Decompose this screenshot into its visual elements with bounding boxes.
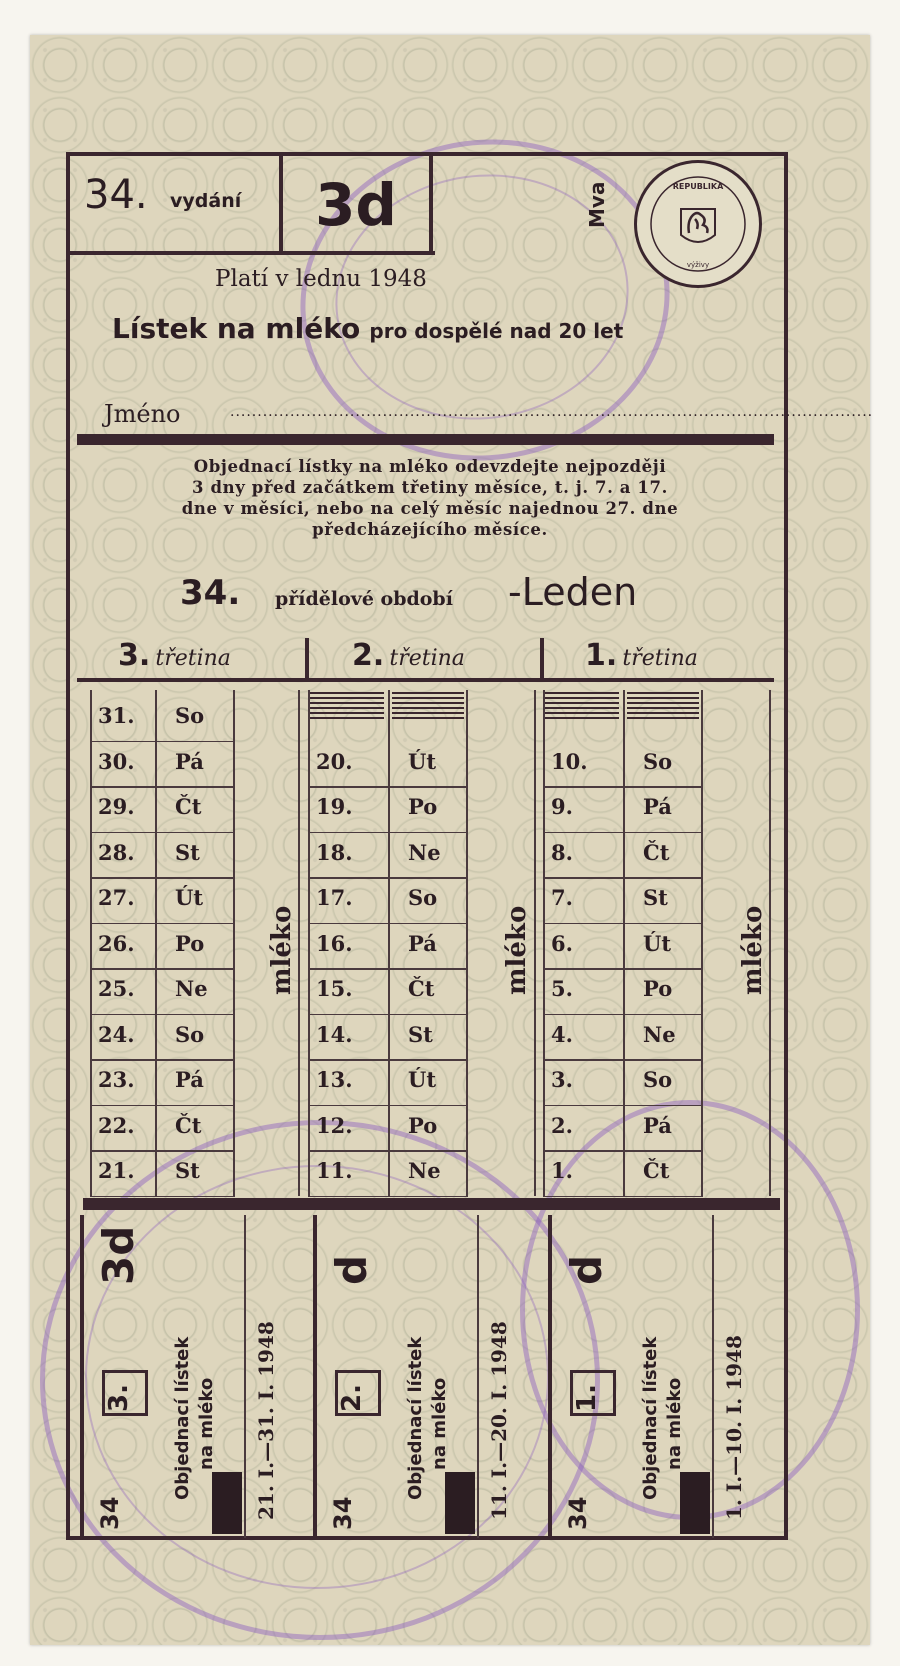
coupon-period: 34: [96, 1496, 124, 1530]
issuer-abbr: Mva: [585, 181, 609, 228]
weekday: St: [408, 1021, 433, 1047]
grid-hline: [308, 1105, 468, 1107]
grid-hline: [543, 1105, 703, 1107]
weekday: Út: [408, 748, 437, 774]
day-number: 15.: [316, 976, 353, 1001]
day-number: 13.: [316, 1067, 353, 1092]
day-number: 31.: [98, 703, 135, 728]
coupon-period: 34: [564, 1496, 592, 1530]
grid-hline: [90, 786, 235, 788]
third-number: 1.: [585, 638, 618, 673]
weekday: Čt: [175, 794, 202, 819]
coupon-code: 3d: [94, 1225, 143, 1285]
third-label: třetina: [622, 646, 698, 671]
weekday: Pá: [175, 748, 204, 774]
instruction-line: dne v měsíci, nebo na celý měsíc najednou 27. dne: [181, 499, 679, 518]
weekday: So: [643, 748, 673, 774]
day-number: 29.: [98, 794, 135, 819]
edition-label: vydání: [170, 190, 242, 212]
day-number: 23.: [98, 1067, 135, 1092]
coupon-period: 34: [329, 1496, 357, 1530]
coupon-code: d: [327, 1254, 376, 1285]
day-number: 20.: [316, 748, 353, 774]
third-number: 3.: [118, 638, 151, 673]
day-number: 1.: [551, 1158, 573, 1183]
weekday: St: [175, 839, 200, 865]
period-number: 34.: [180, 573, 241, 613]
name-label: Jméno: [104, 400, 181, 428]
instruction-line: Objednací lístky na mléko odevzdejte nejpozději: [193, 457, 667, 476]
day-number: 27.: [98, 885, 135, 910]
coupon-dates: 1. I.—10. I. 1948: [722, 1335, 746, 1520]
weekday: Pá: [643, 794, 672, 819]
day-number: 6.: [551, 930, 573, 956]
day-number: 7.: [551, 885, 573, 910]
weekday: Pá: [408, 930, 437, 956]
hatched-header: [310, 692, 384, 720]
day-number: 9.: [551, 794, 573, 819]
coupon-number: 1.: [572, 1384, 602, 1412]
weekday: Ne: [175, 976, 208, 1001]
weekday: Čt: [643, 1158, 670, 1183]
coupon-black-mark: [212, 1472, 242, 1534]
grid-hline: [308, 1150, 468, 1152]
coupon-number: 3.: [104, 1384, 134, 1412]
grid-vline: [298, 690, 300, 1196]
day-number: 19.: [316, 794, 353, 819]
weekday: Út: [175, 885, 204, 910]
card-title-sub: pro dospělé nad 20 let: [369, 319, 624, 343]
weekday: Po: [175, 930, 205, 956]
grid-vline: [701, 690, 703, 1196]
grid-hline: [90, 832, 235, 834]
day-number: 18.: [316, 839, 353, 865]
coupon-inner-divider: [477, 1215, 479, 1538]
coupon-dates: 11. I.—20. I. 1948: [487, 1321, 511, 1520]
coupon-order-text: na mléko: [196, 1377, 217, 1470]
weekday: Ne: [408, 1158, 441, 1183]
third-label: třetina: [155, 646, 231, 671]
day-number: 3.: [551, 1067, 573, 1092]
weekday: Út: [408, 1067, 437, 1092]
day-number: 5.: [551, 976, 573, 1001]
grid-hline: [543, 1014, 703, 1016]
day-number: 4.: [551, 1021, 573, 1047]
grid-hline: [90, 1196, 235, 1198]
day-number: 16.: [316, 930, 353, 956]
grid-hline: [543, 968, 703, 970]
grid-vline: [623, 690, 625, 1196]
coupon-order-text: Objednací lístek: [172, 1336, 193, 1500]
weekday: St: [175, 1158, 200, 1183]
grid-hline: [90, 1150, 235, 1152]
grid-hline: [308, 1059, 468, 1061]
milk-label-2: mléko: [502, 905, 532, 995]
coupon-divider: [80, 1215, 84, 1538]
hatched-header: [627, 692, 699, 720]
grid-hline: [308, 923, 468, 925]
grid-hline: [90, 877, 235, 879]
grid-hline: [543, 877, 703, 879]
grid-hline: [543, 1196, 703, 1198]
coupon-black-mark: [680, 1472, 710, 1534]
grid-vline: [388, 690, 390, 1196]
instruction-line: 3 dny před začátkem třetiny měsíce, t. j. 7. a 17.: [192, 478, 668, 497]
weekday: Pá: [643, 1112, 672, 1138]
grid-hline: [90, 968, 235, 970]
day-number: 14.: [316, 1021, 353, 1047]
third-number: 2.: [352, 638, 385, 673]
hatched-header: [392, 692, 464, 720]
grid-hline: [308, 968, 468, 970]
coupon-order-text: na mléko: [429, 1377, 450, 1470]
edition-number: 34.: [84, 172, 148, 218]
milk-label-3: mléko: [267, 905, 297, 995]
weekday: So: [408, 885, 438, 910]
grid-vline: [769, 690, 771, 1196]
third-label: třetina: [389, 646, 465, 671]
grid-hline: [90, 1105, 235, 1107]
grid-vline: [233, 690, 235, 1196]
day-number: 11.: [316, 1158, 353, 1183]
grid-hline: [543, 1150, 703, 1152]
day-number: 8.: [551, 839, 573, 865]
coupon-inner-divider: [712, 1215, 714, 1538]
coupon-code: d: [562, 1254, 611, 1285]
grid-vline: [155, 690, 157, 1196]
weekday: Po: [408, 1112, 438, 1138]
day-number: 28.: [98, 839, 135, 865]
coupon-order-text: Objednací lístek: [640, 1336, 661, 1500]
weekday: Čt: [408, 976, 435, 1001]
day-number: 17.: [316, 885, 353, 910]
grid-hline: [90, 741, 235, 743]
hatched-header: [545, 692, 619, 720]
day-number: 10.: [551, 748, 588, 774]
grid-vline: [90, 690, 92, 1196]
instruction-line: předcházejícího měsíce.: [312, 520, 548, 539]
period-month: -Leden: [508, 570, 638, 614]
weekday: St: [643, 885, 668, 910]
grid-hline: [90, 923, 235, 925]
grid-hline: [543, 786, 703, 788]
period-label: přídělové období: [275, 588, 453, 610]
coupon-number: 2.: [337, 1384, 367, 1412]
svg-text:REPUBLIKA: REPUBLIKA: [672, 182, 724, 191]
grid-hline: [543, 1059, 703, 1061]
grid-vline: [534, 690, 536, 1196]
day-number: 25.: [98, 976, 135, 1001]
weekday: So: [643, 1067, 673, 1092]
day-number: 21.: [98, 1158, 135, 1183]
coupon-divider: [548, 1215, 552, 1538]
coupon-dates: 21. I.—31. I. 1948: [254, 1321, 278, 1520]
day-number: 24.: [98, 1021, 135, 1047]
milk-label-1: mléko: [738, 905, 768, 995]
grid-hline: [90, 1059, 235, 1061]
day-number: 30.: [98, 748, 135, 774]
code-text: 3d: [315, 171, 397, 239]
validity-text: Platí v lednu 1948: [215, 266, 427, 292]
weekday: Pá: [175, 1067, 204, 1092]
coupon-order-text: Objednací lístek: [405, 1336, 426, 1500]
grid-hline: [543, 832, 703, 834]
grid-hline: [308, 1014, 468, 1016]
weekday: Ne: [643, 1021, 676, 1047]
grid-hline: [543, 923, 703, 925]
grid-hline: [308, 1196, 468, 1198]
coupon-inner-divider: [244, 1215, 246, 1538]
grid-hline: [308, 832, 468, 834]
grid-hline: [90, 1014, 235, 1016]
weekday: Čt: [643, 839, 670, 865]
grid-bottom-line: [83, 1198, 780, 1210]
coupon-divider: [313, 1215, 317, 1538]
weekday: Út: [643, 930, 672, 956]
day-number: 22.: [98, 1112, 135, 1138]
weekday: So: [175, 1021, 205, 1047]
day-number: 2.: [551, 1112, 573, 1138]
grid-vline: [543, 690, 545, 1196]
card-title-main: Lístek na mléko: [112, 312, 361, 345]
grid-vline: [308, 690, 310, 1196]
weekday: So: [175, 703, 205, 728]
grid-hline: [308, 786, 468, 788]
grid-vline: [466, 690, 468, 1196]
svg-text:výživy: výživy: [686, 261, 710, 269]
weekday: Čt: [175, 1112, 202, 1138]
coupon-order-text: na mléko: [664, 1377, 685, 1470]
name-input[interactable]: ......................................................................................................................: [230, 404, 874, 420]
weekday: Po: [643, 976, 673, 1001]
coupon-black-mark: [445, 1472, 475, 1534]
day-number: 12.: [316, 1112, 353, 1138]
grid-hline: [308, 877, 468, 879]
weekday: Ne: [408, 839, 441, 865]
weekday: Po: [408, 794, 438, 819]
day-number: 26.: [98, 930, 135, 956]
